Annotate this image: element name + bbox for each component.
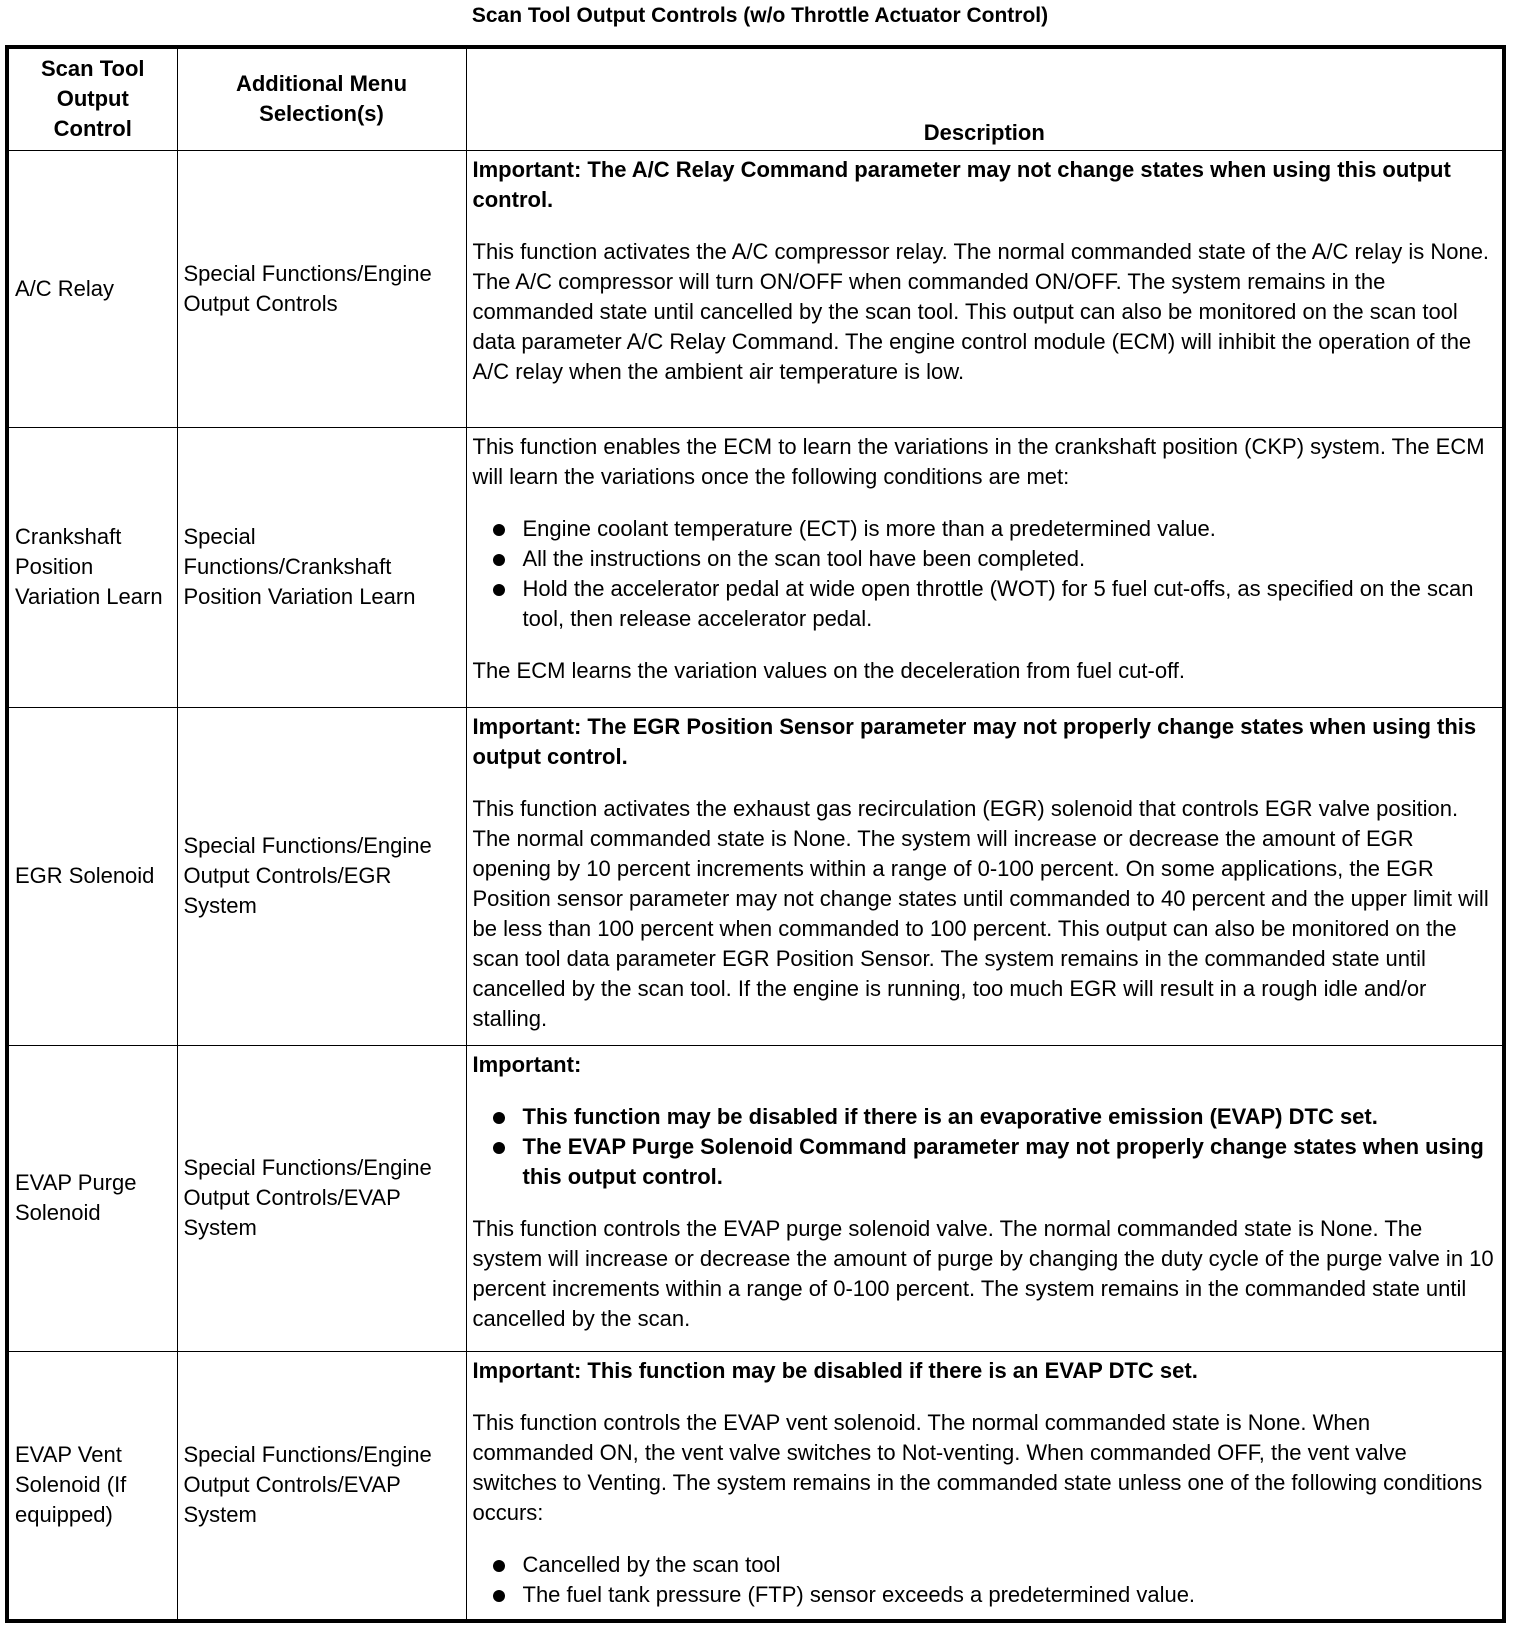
important-note: Important: xyxy=(472,1051,582,1077)
table-row xyxy=(7,1351,1504,1621)
condition-list xyxy=(473,1550,1497,1610)
description-text: The ECM learns the variation values on the deceleration from fuel cut-off. xyxy=(472,657,1186,683)
list-item: This function may be disabled if there is an evaporative emission (EVAP) DTC set. xyxy=(523,1102,1497,1132)
table-header-row xyxy=(7,47,1504,150)
important-note: Important: This function may be disabled if there is an EVAP DTC set. xyxy=(472,1357,1198,1383)
list-item: Hold the accelerator pedal at wide open throttle (WOT) for 5 fuel cut-offs, as specified on the scan tool, then release accelerator pedal. xyxy=(523,574,1497,634)
description-cell xyxy=(466,427,1504,707)
header-control: Scan Tool Output Control xyxy=(7,47,177,150)
menu-cell: Special Functions/Engine Output Controls/EVAP System xyxy=(177,1351,466,1621)
important-note: Important: The EGR Position Sensor parameter may not properly change states when using this output control. xyxy=(472,713,1477,769)
menu-cell: Special Functions/Engine Output Controls/EVAP System xyxy=(177,1045,466,1351)
description-cell xyxy=(466,150,1504,427)
description-cell xyxy=(466,707,1504,1045)
description-text: This function controls the EVAP vent solenoid. The normal commanded state is None. When commanded ON, the vent valve switches to Not-venting. When commanded OFF, the vent valve switches to Venting. The system remains in the commanded state unless one of the following conditions occurs: xyxy=(472,1409,1483,1525)
menu-cell: Special Functions/Engine Output Controls xyxy=(177,150,466,427)
menu-cell: Special Functions/Engine Output Controls/EGR System xyxy=(177,707,466,1045)
control-cell: EVAP Vent Solenoid (If equipped) xyxy=(7,1351,177,1621)
control-cell: Crankshaft Position Variation Learn xyxy=(7,427,177,707)
table-row xyxy=(7,150,1504,427)
header-description: Description xyxy=(466,47,1504,150)
description-text: This function activates the A/C compressor relay. The normal commanded state of the A/C relay is None. The A/C compressor will turn ON/OFF when commanded ON/OFF. The system remains in the commanded state until cancelled by the scan tool. This output can also be monitored on the scan tool data parameter A/C Relay Command. The engine control module (ECM) will inhibit the operation of the A/C relay when the ambient air temperature is low. xyxy=(472,238,1490,384)
list-item: All the instructions on the scan tool have been completed. xyxy=(523,544,1497,574)
description-cell xyxy=(466,1045,1504,1351)
menu-cell: Special Functions/Crankshaft Position Variation Learn xyxy=(177,427,466,707)
table-row xyxy=(7,707,1504,1045)
description-text: This function enables the ECM to learn the variations in the crankshaft position (CKP) system. The ECM will learn the variations once the following conditions are met: xyxy=(472,433,1485,489)
header-menu: Additional Menu Selection(s) xyxy=(177,47,466,150)
important-list xyxy=(473,1102,1497,1192)
control-cell: EVAP Purge Solenoid xyxy=(7,1045,177,1351)
control-cell: A/C Relay xyxy=(7,150,177,427)
condition-list xyxy=(473,514,1497,634)
description-text: This function activates the exhaust gas recirculation (EGR) solenoid that controls EGR valve position. The normal commanded state is None. The system will increase or decrease the amount of EGR opening by 10 percent increments within a range of 0-100 percent. On some applications, the EGR Position sensor parameter may not change states until commanded to 40 percent and the upper limit will be less than 100 percent when commanded to 100 percent. This output can also be monitored on the scan tool data parameter EGR Position Sensor. The system remains in the commanded state until cancelled by the scan tool. If the engine is running, too much EGR will result in a rough idle and/or stalling. xyxy=(472,795,1489,1031)
document-title: Scan Tool Output Controls (w/o Throttle Actuator Control) xyxy=(471,4,1049,27)
control-cell: EGR Solenoid xyxy=(7,707,177,1045)
list-item: The fuel tank pressure (FTP) sensor exceeds a predetermined value. xyxy=(523,1580,1497,1610)
list-item: The EVAP Purge Solenoid Command parameter may not properly change states when using this output control. xyxy=(523,1132,1497,1192)
important-note: Important: The A/C Relay Command parameter may not change states when using this output control. xyxy=(472,156,1451,212)
description-cell xyxy=(466,1351,1504,1621)
description-text: This function controls the EVAP purge solenoid valve. The normal commanded state is None. The system will increase or decrease the amount of purge by changing the duty cycle of the purge valve in 10 percent increments within a range of 0-100 percent. The system remains in the commanded state until cancelled by the scan. xyxy=(472,1215,1494,1331)
list-item: Cancelled by the scan tool xyxy=(523,1550,1497,1580)
output-controls-table xyxy=(5,45,1506,1623)
list-item: Engine coolant temperature (ECT) is more than a predetermined value. xyxy=(523,514,1497,544)
table-row xyxy=(7,427,1504,707)
table-row xyxy=(7,1045,1504,1351)
